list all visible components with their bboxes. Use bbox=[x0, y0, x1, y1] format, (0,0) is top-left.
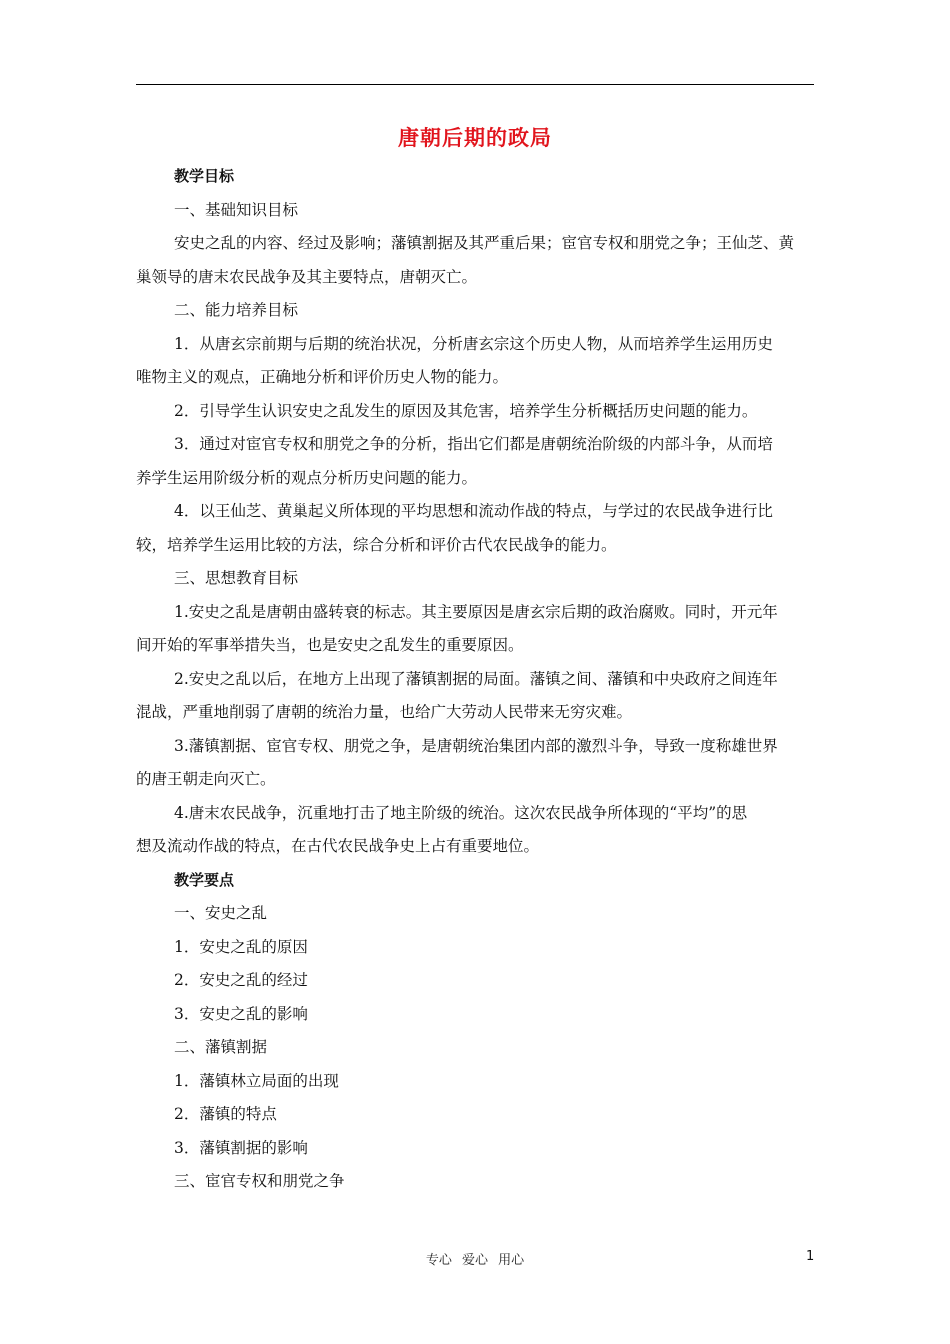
section-heading-goals: 教学目标 bbox=[174, 167, 235, 185]
paragraph-line: 巢领导的唐末农民战争及其主要特点，唐朝灭亡。 bbox=[136, 267, 478, 286]
subheading-fanzhen: 二、藩镇割据 bbox=[174, 1038, 268, 1056]
paragraph-line: 1．从唐玄宗前期与后期的统治状况，分析唐玄宗这个历史人物，从而培养学生运用历史 bbox=[174, 334, 773, 353]
list-item: 1．安史之乱的原因 bbox=[174, 937, 308, 956]
paragraph-line: 2．引导学生认识安史之乱发生的原因及其危害，培养学生分析概括历史问题的能力。 bbox=[174, 401, 758, 420]
paragraph-line: 1.安史之乱是唐朝由盛转衰的标志。其主要原因是唐玄宗后期的政治腐败。同时，开元年 bbox=[174, 602, 778, 621]
list-item: 3．安史之乱的影响 bbox=[174, 1004, 308, 1023]
paragraph-line: 的唐王朝走向灭亡。 bbox=[136, 770, 276, 788]
paragraph-line: 3．通过对宦官专权和朋党之争的分析，指出它们都是唐朝统治阶级的内部斗争，从而培 bbox=[174, 435, 773, 453]
page-number: 1 bbox=[806, 1249, 815, 1264]
paragraph-line: 2.安史之乱以后，在地方上出现了藩镇割据的局面。藩镇之间、藩镇和中央政府之间连年 bbox=[174, 669, 778, 688]
page-footer: 专心 爱心 用心 bbox=[425, 1253, 525, 1268]
subheading-ideology-goals: 三、思想教育目标 bbox=[174, 569, 299, 587]
list-item: 3．藩镇割据的影响 bbox=[174, 1138, 308, 1157]
paragraph-line: 唯物主义的观点，正确地分析和评价历史人物的能力。 bbox=[136, 368, 509, 386]
section-heading-key-points: 教学要点 bbox=[174, 870, 235, 889]
paragraph-line: 4.唐末农民战争，沉重地打击了地主阶级的统治。这次农民战争所体现的“平均”的思 bbox=[174, 803, 748, 822]
paragraph-line: 混战，严重地削弱了唐朝的统治力量，也给广大劳动人民带来无穷灾难。 bbox=[136, 703, 633, 721]
paragraph-line: 养学生运用阶级分析的观点分析历史问题的能力。 bbox=[136, 468, 478, 487]
paragraph-line: 想及流动作战的特点，在古代农民战争史上占有重要地位。 bbox=[136, 837, 540, 855]
paragraph-line: 安史之乱的内容、经过及影响；藩镇割据及其严重后果；宦官专权和朋党之争；王仙芝、黄 bbox=[174, 234, 795, 252]
subheading-an-shi-rebellion: 一、安史之乱 bbox=[174, 904, 268, 922]
subheading-knowledge-goals: 一、基础知识目标 bbox=[174, 200, 299, 219]
document-title: 唐朝后期的政局 bbox=[398, 126, 552, 150]
paragraph-line: 4．以王仙芝、黄巢起义所体现的平均思想和流动作战的特点，与学过的农民战争进行比 bbox=[174, 502, 773, 520]
paragraph-line: 较，培养学生运用比较的方法，综合分析和评价古代农民战争的能力。 bbox=[136, 535, 617, 554]
list-item: 2．藩镇的特点 bbox=[174, 1105, 277, 1123]
header-rule bbox=[136, 84, 814, 85]
paragraph-line: 3.藩镇割据、宦官专权、朋党之争，是唐朝统治集团内部的激烈斗争，导致一度称雄世界 bbox=[174, 736, 778, 755]
subheading-eunuchs-factions: 三、宦官专权和朋党之争 bbox=[174, 1172, 345, 1190]
list-item: 2．安史之乱的经过 bbox=[174, 971, 308, 989]
paragraph-line: 间开始的军事举措失当，也是安史之乱发生的重要原因。 bbox=[136, 636, 524, 654]
list-item: 1．藩镇林立局面的出现 bbox=[174, 1071, 339, 1090]
document-body bbox=[136, 160, 814, 1199]
subheading-ability-goals: 二、能力培养目标 bbox=[174, 301, 299, 319]
